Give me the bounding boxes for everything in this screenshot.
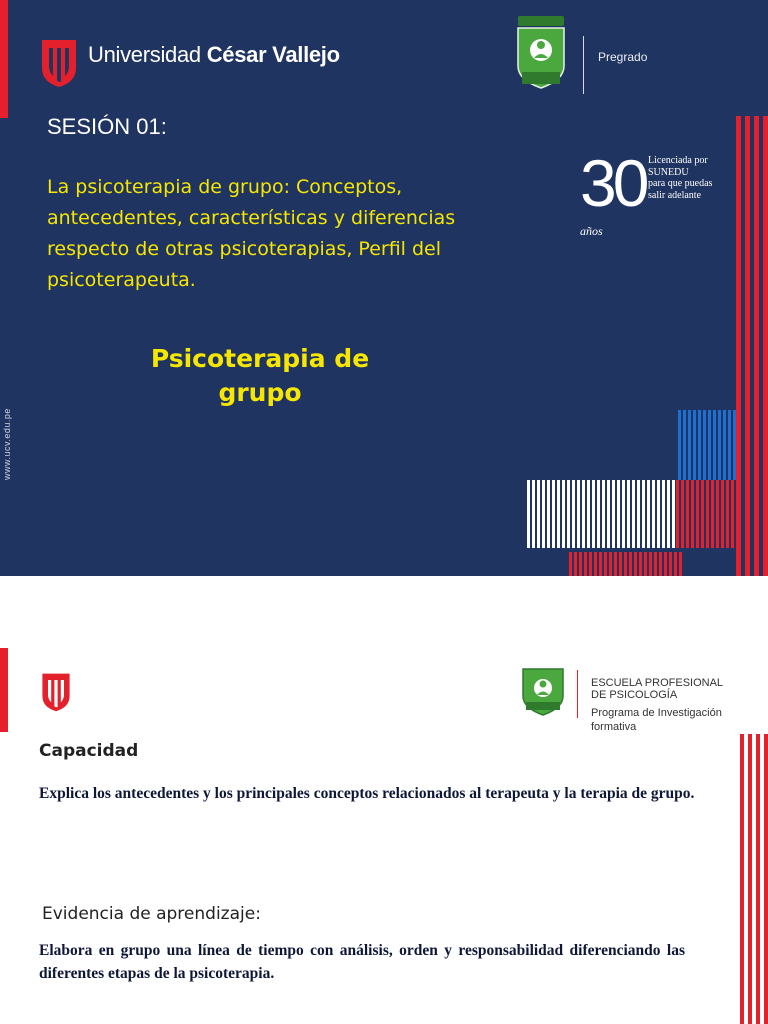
- evidence-heading: Evidencia de aprendizaje:: [42, 904, 261, 924]
- capacity-heading: Capacidad: [39, 741, 139, 761]
- school-name-line-1: ESCUELA PROFESIONAL: [591, 677, 724, 689]
- anniversary-word: años: [580, 224, 603, 238]
- course-title-line-1: Psicoterapia de: [150, 344, 370, 373]
- accreditation-badge-icon: [520, 666, 566, 718]
- website-url: www.ucv.edu.pe: [2, 408, 12, 480]
- capacity-text: Explica los antecedentes y los principales conceptos relacionados al terapeuta y la terapia de grupo.: [39, 785, 695, 802]
- course-title-line-2: grupo: [218, 378, 302, 407]
- level-label: Pregrado: [598, 50, 648, 64]
- university-name: Universidad César Vallejo: [88, 42, 340, 67]
- ucv-logo-icon: [40, 672, 72, 712]
- license-line: para que puedas: [648, 178, 713, 189]
- capacity-slide: [0, 648, 768, 1024]
- decorative-stripes: [740, 734, 768, 1024]
- evidence-text: Elabora en grupo una línea de tiempo con análisis, orden y responsabilidad diferenciando las diferentes etapas de la psicoterapia.: [39, 942, 685, 982]
- license-line: SUNEDU: [648, 166, 689, 178]
- session-topic: La psicoterapia de grupo: Conceptos, antecedentes, características y diferencias respecto de otras psicoterapias, Perfil del psicoterapeuta.: [47, 176, 456, 291]
- license-line: Licenciada por: [648, 155, 708, 166]
- school-name-line-2: DE PSICOLOGÍA: [591, 689, 678, 701]
- program-name: Programa de Investigación formativa: [591, 707, 722, 733]
- session-label: SESIÓN 01:: [47, 114, 167, 139]
- left-red-accent-bar: [0, 648, 8, 732]
- anniversary-number: 30: [580, 146, 646, 220]
- license-line: salir adelante: [648, 189, 702, 201]
- header-separator: [577, 670, 578, 718]
- school-name: [591, 677, 723, 701]
